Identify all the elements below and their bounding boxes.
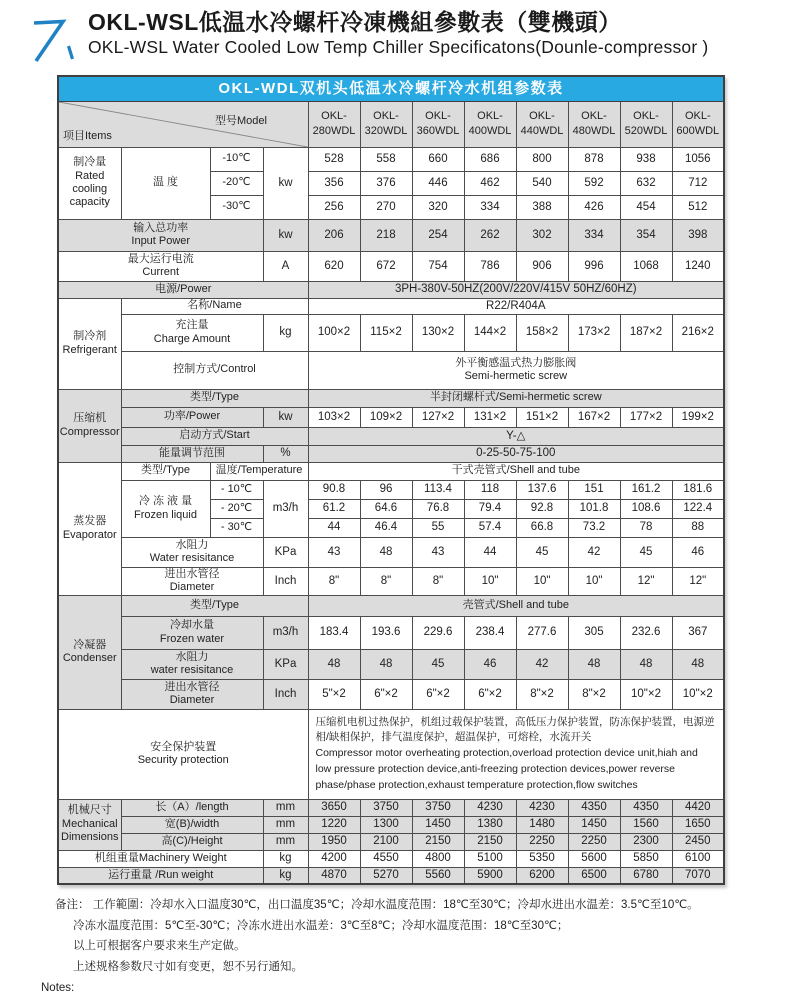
control-value-zh: 外平衡感温式热力膨胀阀 (455, 356, 577, 369)
value-cell: 1450 (568, 816, 620, 833)
mechanical-zh: 机械尺寸 (67, 804, 112, 817)
cell-rated-unit: kw (263, 147, 308, 219)
note-line: 备注： 工作範圍：冷却水入口温度30℃，出口温度35℃；冷却水温度范围：18℃至30℃；冷却水进出水温差：3.5℃至10℃。 (55, 899, 699, 911)
value-cell: 256 (308, 195, 360, 219)
value-cell: 660 (412, 147, 464, 171)
cell-run-weight-unit: kg (263, 867, 308, 884)
value-cell: 76.8 (412, 499, 464, 518)
value-cell: 144×2 (464, 314, 516, 351)
cell-evap-type-value: 干式壳管式/Shell and tube (308, 462, 724, 480)
cell-refrigerant-group (58, 298, 121, 389)
value-cell: 44 (464, 537, 516, 567)
cell-run-weight-label: 运行重量 /Run weight (58, 867, 263, 884)
value-cell: 78 (620, 518, 672, 537)
evap-flow-en: Frozen liquid (134, 508, 197, 521)
evap-diameter-zh: 进出水管径 (164, 567, 220, 580)
cond-diameter-zh: 进出水管径 (164, 680, 220, 693)
value-cell: OKL-320WDL (360, 101, 412, 147)
value-cell: 6100 (672, 850, 724, 867)
value-cell: 996 (568, 251, 620, 281)
value-cell: 118 (464, 480, 516, 499)
value-cell: 376 (360, 171, 412, 195)
value-cell: 6780 (620, 867, 672, 884)
cond-flow-zh: 冷却水量 (170, 619, 214, 632)
cell-start-label: 启动方式/Start (121, 427, 308, 445)
value-cell: 4420 (672, 799, 724, 816)
value-cell: 1560 (620, 816, 672, 833)
refrigerant-en: Refrigerant (62, 343, 117, 356)
value-cell: 12" (620, 567, 672, 595)
cond-flow-en: Frozen water (159, 632, 225, 645)
value-cell: 388 (516, 195, 568, 219)
value-cell: 454 (620, 195, 672, 219)
cell-refrigerant-name-label: 名称/Name (121, 298, 308, 314)
value-cell: 66.8 (516, 518, 568, 537)
value-cell: 277.6 (516, 616, 568, 649)
value-cell: 5"×2 (308, 679, 360, 709)
cell-compressor-power-unit: kw (263, 407, 308, 427)
value-cell: 3750 (412, 799, 464, 816)
cell-charge-unit: kg (263, 314, 308, 351)
value-cell: 262 (464, 219, 516, 251)
refrigerant-zh: 制冷剂 (73, 330, 107, 343)
value-cell: 354 (620, 219, 672, 251)
value-cell: 96 (360, 480, 412, 499)
value-cell: 754 (412, 251, 464, 281)
cond-diameter-en: Diameter (169, 694, 215, 706)
cell-cond-flow-unit: m3/h (263, 616, 308, 649)
value-cell: 199×2 (672, 407, 724, 427)
value-cell: 44 (308, 518, 360, 537)
cell-evap-resistance-unit: KPa (263, 537, 308, 567)
evap-diameter-en: Diameter (169, 581, 215, 593)
value-cell: 6200 (516, 867, 568, 884)
value-cell: 2150 (412, 833, 464, 850)
value-cell: 632 (620, 171, 672, 195)
value-cell: 61.2 (308, 499, 360, 518)
value-cell: 5100 (464, 850, 516, 867)
evaporator-en: Evaporator (62, 528, 117, 541)
security-text-zh: 压缩机电机过热保护，机组过载保护装置，高低压力保护装置，防冻保护装置，电源逆相/缺相保护，排气温度保护，超温保护，可熔栓，水流开关 (315, 715, 715, 744)
cond-resistance-zh: 水阻力 (175, 650, 209, 663)
value-cell: 46 (672, 537, 724, 567)
value-cell: 5560 (412, 867, 464, 884)
cell-current-label (58, 251, 263, 281)
cell-evap-resistance-label (121, 537, 263, 567)
cell-cond-flow-label (121, 616, 263, 649)
value-cell: 356 (308, 171, 360, 195)
cell-compressor-type-value: 半封闭螺杆式/Semi-hermetic screw (308, 389, 724, 407)
value-cell: 4230 (516, 799, 568, 816)
value-cell: 8" (360, 567, 412, 595)
security-text-en: Compressor motor overheating protection,overload protection device unit,hiah and low pressure protection device,anti-freezing protection devices,power reverse phase/phase protection,exhaust temperature protection,flow switches (315, 747, 698, 791)
value-cell: 73.2 (568, 518, 620, 537)
value-cell: 426 (568, 195, 620, 219)
cell-evaporator-group (58, 462, 121, 595)
value-cell: 5850 (620, 850, 672, 867)
value-cell: 88 (672, 518, 724, 537)
value-cell: 42 (568, 537, 620, 567)
cell-width-label: 宽(B)/width (121, 816, 263, 833)
compressor-zh: 压缩机 (73, 412, 107, 425)
charge-en: Charge Amount (153, 332, 231, 345)
value-cell: 161.2 (620, 480, 672, 499)
value-cell: 7070 (672, 867, 724, 884)
value-cell: 2300 (620, 833, 672, 850)
value-cell: 334 (464, 195, 516, 219)
value-cell: 512 (672, 195, 724, 219)
value-cell: 108.6 (620, 499, 672, 518)
corner-items-label: 项目Items (63, 130, 112, 143)
page-title-zh: OKL-WSL低温水冷螺杆冷凍機組參數表（雙機頭） (88, 9, 622, 35)
value-cell: 5600 (568, 850, 620, 867)
cell-cond-type-value: 壳管式/Shell and tube (308, 595, 724, 616)
cell-width-unit: mm (263, 816, 308, 833)
brand-arrow-icon (26, 13, 80, 63)
title-block (88, 9, 708, 58)
condenser-en: Condenser (62, 652, 117, 664)
value-cell: OKL-520WDL (620, 101, 672, 147)
value-cell: 592 (568, 171, 620, 195)
value-cell: 558 (360, 147, 412, 171)
cell-power-supply-label: 电源/Power (58, 281, 308, 298)
cell-machinery-weight-label: 机组重量Machinery Weight (58, 850, 263, 867)
value-cell: 3750 (360, 799, 412, 816)
value-cell: 8" (308, 567, 360, 595)
cell-condenser-group (58, 595, 121, 709)
value-cell: 786 (464, 251, 516, 281)
value-cell: 446 (412, 171, 464, 195)
corner-model-label: 型号Model (215, 114, 267, 127)
value-cell: 2100 (360, 833, 412, 850)
cell-compressor-type-label: 类型/Type (121, 389, 308, 407)
value-cell: 4200 (308, 850, 360, 867)
value-cell: 6500 (568, 867, 620, 884)
cell-start-value: Y-△ (308, 427, 724, 445)
value-cell: 130×2 (412, 314, 464, 351)
value-cell: 334 (568, 219, 620, 251)
notes-section (41, 895, 790, 998)
value-cell: 92.8 (516, 499, 568, 518)
value-cell: 55 (412, 518, 464, 537)
value-cell: 1650 (672, 816, 724, 833)
value-cell: 4550 (360, 850, 412, 867)
value-cell: 48 (568, 649, 620, 679)
value-cell: 181.6 (672, 480, 724, 499)
cell-evap-diameter-unit: Inch (263, 567, 308, 595)
value-cell: 906 (516, 251, 568, 281)
value-cell: 193.6 (360, 616, 412, 649)
value-cell: 131×2 (464, 407, 516, 427)
cell-compressor-group (58, 389, 121, 462)
value-cell: 398 (672, 219, 724, 251)
value-cell: 4800 (412, 850, 464, 867)
value-cell: 800 (516, 147, 568, 171)
note-line: 冷冻水温度范围：5℃至-30℃；冷冻水进出水温差：3℃至8℃；冷却水温度范围：18℃至30℃； (73, 919, 569, 932)
cell-input-power-unit: kw (263, 219, 308, 251)
evap-flow-zh: 冷 冻 液 量 (138, 495, 193, 508)
current-zh: 最大运行电流 (127, 252, 194, 265)
control-value-en: Semi-hermetic screw (464, 370, 568, 382)
evap-resistance-en: Water resisitance (149, 552, 235, 564)
value-cell: 3650 (308, 799, 360, 816)
cell-rated-group (58, 147, 121, 219)
value-cell: 238.4 (464, 616, 516, 649)
cell-cond-diameter-label (121, 679, 263, 709)
value-cell: 48 (620, 649, 672, 679)
cell-evap-t3: - 30℃ (210, 518, 263, 537)
cell-height-unit: mm (263, 833, 308, 850)
value-cell: 302 (516, 219, 568, 251)
condenser-zh: 冷凝器 (73, 638, 107, 651)
value-cell: 137.6 (516, 480, 568, 499)
value-cell: 5270 (360, 867, 412, 884)
value-cell: 2250 (568, 833, 620, 850)
value-cell: OKL-400WDL (464, 101, 516, 147)
cell-temp-label: 温 度 (121, 147, 210, 219)
value-cell: 42 (516, 649, 568, 679)
value-cell: 48 (360, 649, 412, 679)
value-cell: 1220 (308, 816, 360, 833)
value-cell: 1950 (308, 833, 360, 850)
input-power-en: Input Power (131, 235, 191, 247)
cell-evap-t1: - 10℃ (210, 480, 263, 499)
spec-table (57, 75, 725, 885)
cell-power-supply-value: 3PH-380V-50HZ(200V/220V/415V 50HZ/60HZ) (308, 281, 724, 298)
cell-energy-value: 0-25-50-75-100 (308, 445, 724, 462)
value-cell: OKL-440WDL (516, 101, 568, 147)
value-cell: 43 (308, 537, 360, 567)
cell-evap-flow-label (121, 480, 210, 537)
value-cell: 48 (672, 649, 724, 679)
value-cell: 206 (308, 219, 360, 251)
value-cell: 1450 (412, 816, 464, 833)
value-cell: 540 (516, 171, 568, 195)
rated-group-zh: 制冷量 (73, 156, 107, 169)
value-cell: 620 (308, 251, 360, 281)
value-cell: 5900 (464, 867, 516, 884)
value-cell: 151 (568, 480, 620, 499)
cell-rated-t3: -30℃ (210, 195, 263, 219)
value-cell: OKL-360WDL (412, 101, 464, 147)
cell-height-label: 高(C)/Height (121, 833, 263, 850)
value-cell: 122.4 (672, 499, 724, 518)
value-cell: 528 (308, 147, 360, 171)
value-cell: 8" (412, 567, 464, 595)
cell-cond-type-label: 类型/Type (121, 595, 308, 616)
current-en: Current (142, 266, 180, 278)
value-cell: 4350 (568, 799, 620, 816)
cell-evap-type-label: 类型/Type (121, 462, 210, 480)
value-cell: 109×2 (360, 407, 412, 427)
value-cell: 46.4 (360, 518, 412, 537)
page-title-en: OKL-WSL Water Cooled Low Temp Chiller Specificatons(Dounle-compressor ) (88, 37, 709, 58)
value-cell: 10"×2 (620, 679, 672, 709)
value-cell: 158×2 (516, 314, 568, 351)
value-cell: 1300 (360, 816, 412, 833)
security-en: Security protection (137, 754, 229, 766)
value-cell: 2150 (464, 833, 516, 850)
value-cell: 2250 (516, 833, 568, 850)
value-cell: 4230 (464, 799, 516, 816)
value-cell: 4870 (308, 867, 360, 884)
cell-evap-diameter-label (121, 567, 263, 595)
value-cell: 462 (464, 171, 516, 195)
table-caption: OKL-WDL双机头低温水冷螺杆冷水机组参数表 (58, 76, 724, 101)
value-cell: 305 (568, 616, 620, 649)
value-cell: 1056 (672, 147, 724, 171)
cell-length-label: 长（A）/length (121, 799, 263, 816)
value-cell: 1068 (620, 251, 672, 281)
cell-cond-resistance-label (121, 649, 263, 679)
mechanical-en: Mechanical Dimensions (61, 817, 119, 844)
value-cell: 48 (360, 537, 412, 567)
value-cell: 10" (516, 567, 568, 595)
value-cell: OKL-280WDL (308, 101, 360, 147)
cell-control-value (308, 351, 724, 389)
value-cell: 48 (308, 649, 360, 679)
value-cell: 127×2 (412, 407, 464, 427)
value-cell: 712 (672, 171, 724, 195)
value-cell: 113.4 (412, 480, 464, 499)
value-cell: 90.8 (308, 480, 360, 499)
evaporator-zh: 蒸发器 (73, 515, 107, 528)
input-power-zh: 输入总功率 (133, 221, 189, 234)
cond-resistance-en: water resisitance (150, 664, 234, 676)
value-cell: 45 (620, 537, 672, 567)
compressor-en: Compressor (59, 425, 120, 438)
value-cell: 8"×2 (568, 679, 620, 709)
cell-rated-t1: -10℃ (210, 147, 263, 171)
value-cell: 177×2 (620, 407, 672, 427)
value-cell: 6"×2 (412, 679, 464, 709)
value-cell: 672 (360, 251, 412, 281)
value-cell: 45 (516, 537, 568, 567)
cell-energy-label: 能量调节范围 (121, 445, 263, 462)
value-cell: 115×2 (360, 314, 412, 351)
value-cell: 2450 (672, 833, 724, 850)
value-cell: 367 (672, 616, 724, 649)
cell-input-power-label (58, 219, 263, 251)
value-cell: 218 (360, 219, 412, 251)
value-cell: 6"×2 (464, 679, 516, 709)
value-cell: 79.4 (464, 499, 516, 518)
value-cell: 151×2 (516, 407, 568, 427)
corner-header-cell (58, 101, 308, 147)
value-cell: 229.6 (412, 616, 464, 649)
value-cell: 100×2 (308, 314, 360, 351)
value-cell: 45 (412, 649, 464, 679)
value-cell: 8"×2 (516, 679, 568, 709)
value-cell: 1480 (516, 816, 568, 833)
charge-zh: 充注量 (175, 319, 209, 332)
value-cell: 10" (568, 567, 620, 595)
cell-machinery-weight-unit: kg (263, 850, 308, 867)
value-cell: 10" (464, 567, 516, 595)
value-cell: 320 (412, 195, 464, 219)
value-cell: 232.6 (620, 616, 672, 649)
value-cell: 187×2 (620, 314, 672, 351)
value-cell: 57.4 (464, 518, 516, 537)
value-cell: 878 (568, 147, 620, 171)
value-cell: 1240 (672, 251, 724, 281)
cell-mechanical-group (58, 799, 121, 850)
cell-evap-t2: - 20℃ (210, 499, 263, 518)
cell-cond-diameter-unit: Inch (263, 679, 308, 709)
value-cell: 10"×2 (672, 679, 724, 709)
security-zh: 安全保护装置 (150, 740, 217, 753)
value-cell: 1380 (464, 816, 516, 833)
value-cell: 64.6 (360, 499, 412, 518)
value-cell: 254 (412, 219, 464, 251)
value-cell: 173×2 (568, 314, 620, 351)
cell-compressor-power-label: 功率/Power (121, 407, 263, 427)
evap-resistance-zh: 水阻力 (175, 538, 209, 551)
cell-security-text (308, 709, 724, 799)
note-line: 以上可根据客户要求来生产定做。 (73, 940, 246, 953)
value-cell: 270 (360, 195, 412, 219)
cell-rated-t2: -20℃ (210, 171, 263, 195)
value-cell: 6"×2 (360, 679, 412, 709)
cell-charge-label (121, 314, 263, 351)
cell-length-unit: mm (263, 799, 308, 816)
cell-control-label: 控制方式/Control (121, 351, 308, 389)
value-cell: OKL-480WDL (568, 101, 620, 147)
cell-current-unit: A (263, 251, 308, 281)
document-header (26, 9, 790, 63)
cell-cond-resistance-unit: KPa (263, 649, 308, 679)
cell-security-label (58, 709, 308, 799)
note-line: 上述规格参数尺寸如有变更，恕不另行通知。 (73, 961, 303, 974)
value-cell: 5350 (516, 850, 568, 867)
value-cell: 183.4 (308, 616, 360, 649)
value-cell: 43 (412, 537, 464, 567)
value-cell: 12" (672, 567, 724, 595)
value-cell: OKL-600WDL (672, 101, 724, 147)
cell-refrigerant-name-value: R22/R404A (308, 298, 724, 314)
value-cell: 46 (464, 649, 516, 679)
value-cell: 216×2 (672, 314, 724, 351)
rated-group-en: Rated cooling capacity (69, 169, 110, 209)
value-cell: 938 (620, 147, 672, 171)
cell-evap-flow-unit: m3/h (263, 480, 308, 537)
value-cell: 4350 (620, 799, 672, 816)
cell-evap-temp-label: 温度/Temperature (210, 462, 308, 480)
value-cell: 103×2 (308, 407, 360, 427)
value-cell: 101.8 (568, 499, 620, 518)
cell-energy-unit: % (263, 445, 308, 462)
value-cell: 686 (464, 147, 516, 171)
notes-label: Notes: (41, 981, 75, 994)
value-cell: 167×2 (568, 407, 620, 427)
